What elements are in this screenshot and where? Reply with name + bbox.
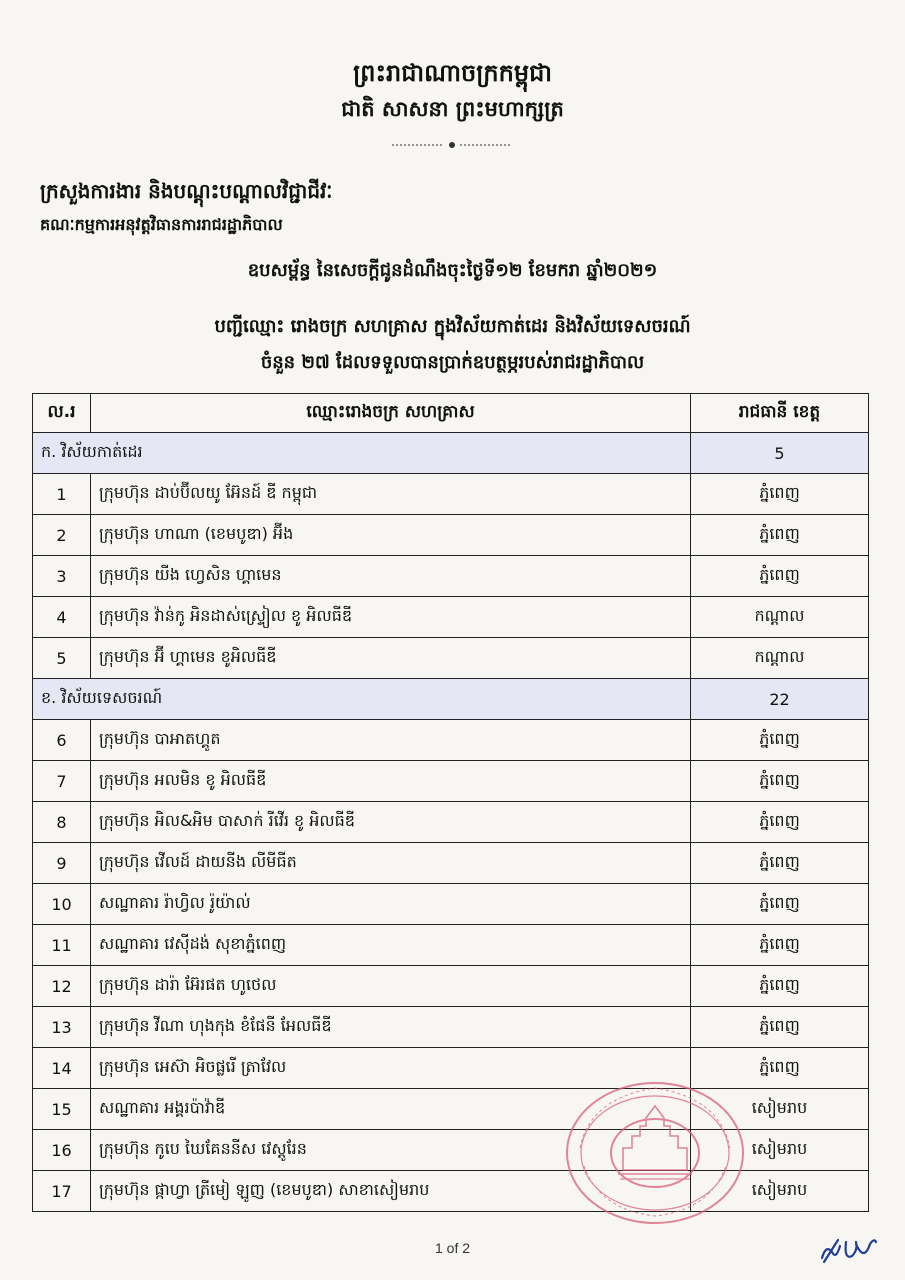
section-label: ក. វិស័យកាត់ដេរ [33,433,691,474]
section-count: 5 [691,433,869,474]
row-province: ភ្នំពេញ [691,802,869,843]
row-company-name: ក្រុមហ៊ុន យីង ហ្វេសិន ហ្គាមេន [91,556,691,597]
table-row [33,638,869,679]
row-company-name: ក្រុមហ៊ុន អលមិន ខូ អិលធីឌី [91,761,691,802]
row-company-name: ក្រុមហ៊ុន វីណា ហុងកុង ខំផែនី អែលធីឌី [91,1007,691,1048]
page-number: 1 of 2 [434,1240,471,1256]
table-row [33,761,869,802]
row-company-name: ក្រុមហ៊ុន ដារ៉ា អ៊ែរផត ហូថេល [91,966,691,1007]
row-province: ភ្នំពេញ [691,966,869,1007]
table-row [33,1048,869,1089]
row-number: 6 [33,720,91,761]
row-number: 5 [33,638,91,679]
header-province: រាជធានី ខេត្ត [691,394,869,433]
handwritten-signature [818,1232,878,1266]
table-header-row [33,394,869,433]
table-row [33,720,869,761]
section-label: ខ. វិស័យទេសចរណ៍ [33,679,691,720]
section-count: 22 [691,679,869,720]
table-row [33,515,869,556]
table-row [33,884,869,925]
table-row [33,1089,869,1130]
row-number: 1 [33,474,91,515]
row-province: ភ្នំពេញ [691,556,869,597]
table-row [33,474,869,515]
row-number: 10 [33,884,91,925]
table-row [33,597,869,638]
row-company-name: ក្រុមហ៊ុន ដាប់ប៊ីលយូ អ៊ែនដ៍ ឌី កម្ពុជា [91,474,691,515]
row-company-name: សណ្ឋាគារ រ៉ាហ្វិល រ៉ូយ៉ាល់ [91,884,691,925]
row-province: សៀមរាប [691,1130,869,1171]
row-company-name: ក្រុមហ៊ុន បាអាតហ្គូត [91,720,691,761]
row-company-name: ក្រុមហ៊ុន អ៊ី ហ្គាមេន ខូអិលធីឌី [91,638,691,679]
table-row [33,925,869,966]
row-province: ភ្នំពេញ [691,1048,869,1089]
row-province: ភ្នំពេញ [691,761,869,802]
row-number: 4 [33,597,91,638]
header-number: ល.រ [33,394,91,433]
row-province: ភ្នំពេញ [691,843,869,884]
row-province: សៀមរាប [691,1089,869,1130]
table-row [33,843,869,884]
row-province: កណ្តាល [691,597,869,638]
row-company-name: សណ្ឋាគារ អង្គរប៉ាវ៉ាឌី [91,1089,691,1130]
section-row-garment [33,433,869,474]
row-number: 2 [33,515,91,556]
row-company-name: ក្រុមហ៊ុន ផ្កាហ្វា ត្រីមៀ ឡូញ (ខេមបូឌា) សាខាសៀមរាប [91,1171,691,1212]
row-province: ភ្នំពេញ [691,925,869,966]
row-number: 17 [33,1171,91,1212]
row-number: 11 [33,925,91,966]
table-row [33,802,869,843]
row-number: 9 [33,843,91,884]
company-list-table [32,393,869,1212]
header-company-name: ឈ្មោះរោងចក្រ សហគ្រាស [91,394,691,433]
divider-ornament-icon [392,140,512,150]
row-number: 14 [33,1048,91,1089]
row-province: សៀមរាប [691,1171,869,1212]
row-province: កណ្តាល [691,638,869,679]
list-subtitle: ចំនួន ២៧ ដែលទទួលបានប្រាក់ឧបត្ថម្ភរបស់រាជរដ្ឋាភិបាល [260,352,645,373]
table-row [33,1130,869,1171]
table-row [33,1007,869,1048]
row-province: ភ្នំពេញ [691,1007,869,1048]
section-row-tourism [33,679,869,720]
row-number: 13 [33,1007,91,1048]
annex-title: ឧបសម្ព័ន្ធ នៃសេចក្តីជូនដំណឹងចុះថ្ងៃទី១២ ខែមករា ឆ្នាំ២០២១ [247,260,658,281]
table-row [33,1171,869,1212]
row-number: 12 [33,966,91,1007]
row-province: ភ្នំពេញ [691,720,869,761]
row-company-name: ក្រុមហ៊ុន វើលដ៍ ដាយនីង លីមីធីត [91,843,691,884]
row-province: ភ្នំពេញ [691,474,869,515]
row-company-name: ក្រុមហ៊ុន កូបេ ឃៃគែននីស វេស្តូរែន [91,1130,691,1171]
kingdom-title: ព្រះរាជាណាចក្រកម្ពុជា [353,59,552,87]
table-row [33,556,869,597]
row-number: 3 [33,556,91,597]
row-company-name: ក្រុមហ៊ុន អេស៊ា អិចផ្លរើ ត្រាវែល [91,1048,691,1089]
row-company-name: ក្រុមហ៊ុន ហាណា (ខេមបូឌា) អ៊ីង [91,515,691,556]
row-number: 7 [33,761,91,802]
row-company-name: ក្រុមហ៊ុន អិល&អិម បាសាក់ រីវើរ ខូ អិលធីឌី [91,802,691,843]
table-row [33,966,869,1007]
row-company-name: ក្រុមហ៊ុន វ៉ាន់កូ អិនដាស់ស្ទ្រៀល ខូ អិលធីឌី [91,597,691,638]
row-number: 16 [33,1130,91,1171]
row-number: 15 [33,1089,91,1130]
national-motto: ជាតិ សាសនា ព្រះមហាក្សត្រ [341,97,564,121]
list-title: បញ្ជីឈ្មោះ រោងចក្រ សហគ្រាស ក្នុងវិស័យកាត់ដេរ និងវិស័យទេសចរណ៍ [214,316,691,337]
row-province: ភ្នំពេញ [691,515,869,556]
row-province: ភ្នំពេញ [691,884,869,925]
ministry-name: ក្រសួងការងារ និងបណ្តុះបណ្តាលវិជ្ជាជីវៈ [40,179,333,203]
committee-name: គណៈកម្មការអនុវត្តវិធានការរាជរដ្ឋាភិបាល [40,215,283,234]
row-company-name: សណ្ឋាគារ វេស៊ីដង់ សុខាភ្នំពេញ [91,925,691,966]
row-number: 8 [33,802,91,843]
